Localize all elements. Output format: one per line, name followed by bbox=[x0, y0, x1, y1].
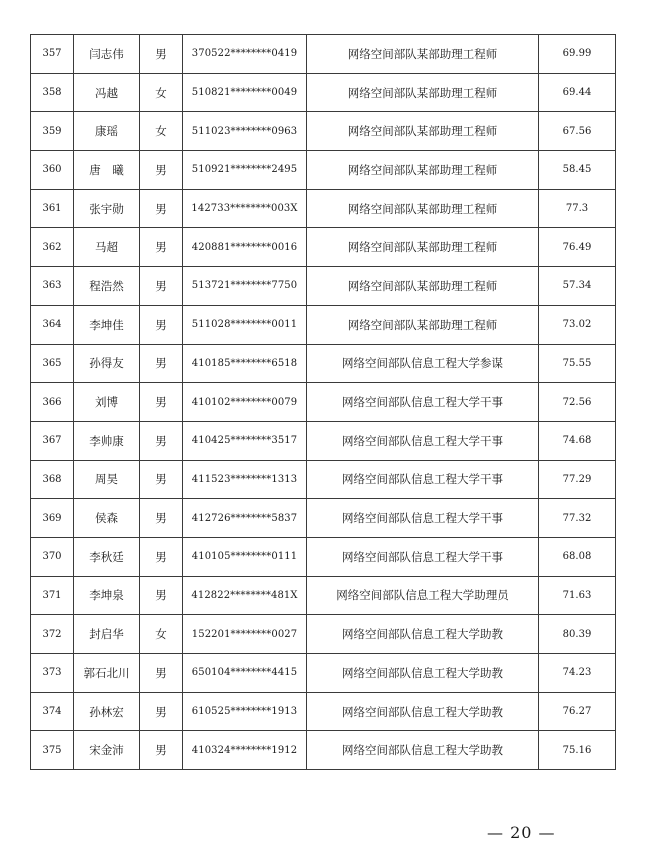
row-number-cell: 373 bbox=[31, 654, 74, 693]
id-number-cell: 511023********0963 bbox=[183, 112, 307, 151]
row-number-cell: 369 bbox=[31, 499, 74, 538]
id-number-cell: 410105********0111 bbox=[183, 537, 307, 576]
sex-cell: 男 bbox=[140, 460, 183, 499]
sex-cell: 男 bbox=[140, 421, 183, 460]
sex-cell: 女 bbox=[140, 615, 183, 654]
id-number-cell: 510821********0049 bbox=[183, 73, 307, 112]
id-number-cell: 412726********5837 bbox=[183, 499, 307, 538]
name-cell: 宋金沛 bbox=[74, 731, 140, 770]
unit-position-cell: 网络空间部队信息工程大学助教 bbox=[307, 615, 539, 654]
name-cell: 孙得友 bbox=[74, 344, 140, 383]
row-number-cell: 372 bbox=[31, 615, 74, 654]
sex-cell: 女 bbox=[140, 73, 183, 112]
name-cell: 程浩然 bbox=[74, 267, 140, 306]
unit-position-cell: 网络空间部队信息工程大学助教 bbox=[307, 731, 539, 770]
row-number-cell: 371 bbox=[31, 576, 74, 615]
table-row bbox=[31, 421, 616, 460]
name-cell: 刘博 bbox=[74, 383, 140, 422]
table-row bbox=[31, 654, 616, 693]
unit-position-cell: 网络空间部队信息工程大学干事 bbox=[307, 460, 539, 499]
name-cell: 唐 曦 bbox=[74, 151, 140, 190]
score-cell: 76.49 bbox=[539, 228, 616, 267]
row-number-cell: 367 bbox=[31, 421, 74, 460]
sex-cell: 男 bbox=[140, 576, 183, 615]
name-cell: 孙林宏 bbox=[74, 692, 140, 731]
table-row bbox=[31, 537, 616, 576]
table-row bbox=[31, 383, 616, 422]
table-row bbox=[31, 112, 616, 151]
name-cell: 侯森 bbox=[74, 499, 140, 538]
row-number-cell: 358 bbox=[31, 73, 74, 112]
table-row bbox=[31, 228, 616, 267]
id-number-cell: 513721********7750 bbox=[183, 267, 307, 306]
sex-cell: 男 bbox=[140, 151, 183, 190]
id-number-cell: 412822********481X bbox=[183, 576, 307, 615]
score-cell: 58.45 bbox=[539, 151, 616, 190]
unit-position-cell: 网络空间部队信息工程大学助教 bbox=[307, 692, 539, 731]
sex-cell: 男 bbox=[140, 383, 183, 422]
id-number-cell: 420881********0016 bbox=[183, 228, 307, 267]
sex-cell: 男 bbox=[140, 692, 183, 731]
score-cell: 74.23 bbox=[539, 654, 616, 693]
score-cell: 77.3 bbox=[539, 189, 616, 228]
score-cell: 77.29 bbox=[539, 460, 616, 499]
name-cell: 冯越 bbox=[74, 73, 140, 112]
row-number-cell: 370 bbox=[31, 537, 74, 576]
id-number-cell: 152201********0027 bbox=[183, 615, 307, 654]
sex-cell: 男 bbox=[140, 537, 183, 576]
id-number-cell: 610525********1913 bbox=[183, 692, 307, 731]
name-cell: 李帅康 bbox=[74, 421, 140, 460]
table-row bbox=[31, 151, 616, 190]
score-cell: 74.68 bbox=[539, 421, 616, 460]
unit-position-cell: 网络空间部队某部助理工程师 bbox=[307, 267, 539, 306]
table-row bbox=[31, 305, 616, 344]
table-row bbox=[31, 189, 616, 228]
id-number-cell: 650104********4415 bbox=[183, 654, 307, 693]
id-number-cell: 370522********0419 bbox=[183, 35, 307, 74]
table-row bbox=[31, 267, 616, 306]
row-number-cell: 364 bbox=[31, 305, 74, 344]
sex-cell: 女 bbox=[140, 112, 183, 151]
name-cell: 李坤佳 bbox=[74, 305, 140, 344]
name-cell: 康瑶 bbox=[74, 112, 140, 151]
score-cell: 76.27 bbox=[539, 692, 616, 731]
unit-position-cell: 网络空间部队信息工程大学干事 bbox=[307, 383, 539, 422]
table-row bbox=[31, 499, 616, 538]
score-cell: 75.16 bbox=[539, 731, 616, 770]
row-number-cell: 362 bbox=[31, 228, 74, 267]
table-row bbox=[31, 460, 616, 499]
table-row bbox=[31, 615, 616, 654]
row-number-cell: 375 bbox=[31, 731, 74, 770]
table-row bbox=[31, 731, 616, 770]
row-number-cell: 357 bbox=[31, 35, 74, 74]
row-number-cell: 368 bbox=[31, 460, 74, 499]
score-cell: 75.55 bbox=[539, 344, 616, 383]
candidate-table-body bbox=[31, 35, 616, 770]
unit-position-cell: 网络空间部队某部助理工程师 bbox=[307, 35, 539, 74]
unit-position-cell: 网络空间部队信息工程大学干事 bbox=[307, 499, 539, 538]
score-cell: 73.02 bbox=[539, 305, 616, 344]
name-cell: 李坤泉 bbox=[74, 576, 140, 615]
unit-position-cell: 网络空间部队某部助理工程师 bbox=[307, 112, 539, 151]
score-cell: 67.56 bbox=[539, 112, 616, 151]
score-cell: 71.63 bbox=[539, 576, 616, 615]
unit-position-cell: 网络空间部队信息工程大学助教 bbox=[307, 654, 539, 693]
row-number-cell: 359 bbox=[31, 112, 74, 151]
name-cell: 张宇勋 bbox=[74, 189, 140, 228]
sex-cell: 男 bbox=[140, 267, 183, 306]
sex-cell: 男 bbox=[140, 499, 183, 538]
id-number-cell: 142733********003X bbox=[183, 189, 307, 228]
name-cell: 郭石北川 bbox=[74, 654, 140, 693]
id-number-cell: 410185********6518 bbox=[183, 344, 307, 383]
row-number-cell: 361 bbox=[31, 189, 74, 228]
score-cell: 80.39 bbox=[539, 615, 616, 654]
row-number-cell: 374 bbox=[31, 692, 74, 731]
sex-cell: 男 bbox=[140, 344, 183, 383]
table-row bbox=[31, 344, 616, 383]
id-number-cell: 411523********1313 bbox=[183, 460, 307, 499]
table-row bbox=[31, 576, 616, 615]
id-number-cell: 511028********0011 bbox=[183, 305, 307, 344]
sex-cell: 男 bbox=[140, 35, 183, 74]
page-number: — 20 — bbox=[487, 823, 556, 842]
unit-position-cell: 网络空间部队某部助理工程师 bbox=[307, 151, 539, 190]
table-row bbox=[31, 35, 616, 74]
id-number-cell: 410425********3517 bbox=[183, 421, 307, 460]
score-cell: 72.56 bbox=[539, 383, 616, 422]
row-number-cell: 360 bbox=[31, 151, 74, 190]
name-cell: 马超 bbox=[74, 228, 140, 267]
score-cell: 77.32 bbox=[539, 499, 616, 538]
score-cell: 68.08 bbox=[539, 537, 616, 576]
table-row bbox=[31, 73, 616, 112]
unit-position-cell: 网络空间部队某部助理工程师 bbox=[307, 189, 539, 228]
sex-cell: 男 bbox=[140, 654, 183, 693]
name-cell: 李秋廷 bbox=[74, 537, 140, 576]
row-number-cell: 363 bbox=[31, 267, 74, 306]
sex-cell: 男 bbox=[140, 731, 183, 770]
unit-position-cell: 网络空间部队信息工程大学参谋 bbox=[307, 344, 539, 383]
id-number-cell: 410102********0079 bbox=[183, 383, 307, 422]
name-cell: 闫志伟 bbox=[74, 35, 140, 74]
score-cell: 57.34 bbox=[539, 267, 616, 306]
sex-cell: 男 bbox=[140, 305, 183, 344]
name-cell: 周昊 bbox=[74, 460, 140, 499]
sex-cell: 男 bbox=[140, 228, 183, 267]
table-row bbox=[31, 692, 616, 731]
row-number-cell: 366 bbox=[31, 383, 74, 422]
id-number-cell: 410324********1912 bbox=[183, 731, 307, 770]
row-number-cell: 365 bbox=[31, 344, 74, 383]
sex-cell: 男 bbox=[140, 189, 183, 228]
id-number-cell: 510921********2495 bbox=[183, 151, 307, 190]
unit-position-cell: 网络空间部队信息工程大学干事 bbox=[307, 421, 539, 460]
unit-position-cell: 网络空间部队某部助理工程师 bbox=[307, 228, 539, 267]
candidate-table bbox=[30, 34, 616, 770]
name-cell: 封启华 bbox=[74, 615, 140, 654]
unit-position-cell: 网络空间部队某部助理工程师 bbox=[307, 73, 539, 112]
unit-position-cell: 网络空间部队信息工程大学干事 bbox=[307, 537, 539, 576]
score-cell: 69.44 bbox=[539, 73, 616, 112]
unit-position-cell: 网络空间部队信息工程大学助理员 bbox=[307, 576, 539, 615]
score-cell: 69.99 bbox=[539, 35, 616, 74]
unit-position-cell: 网络空间部队某部助理工程师 bbox=[307, 305, 539, 344]
